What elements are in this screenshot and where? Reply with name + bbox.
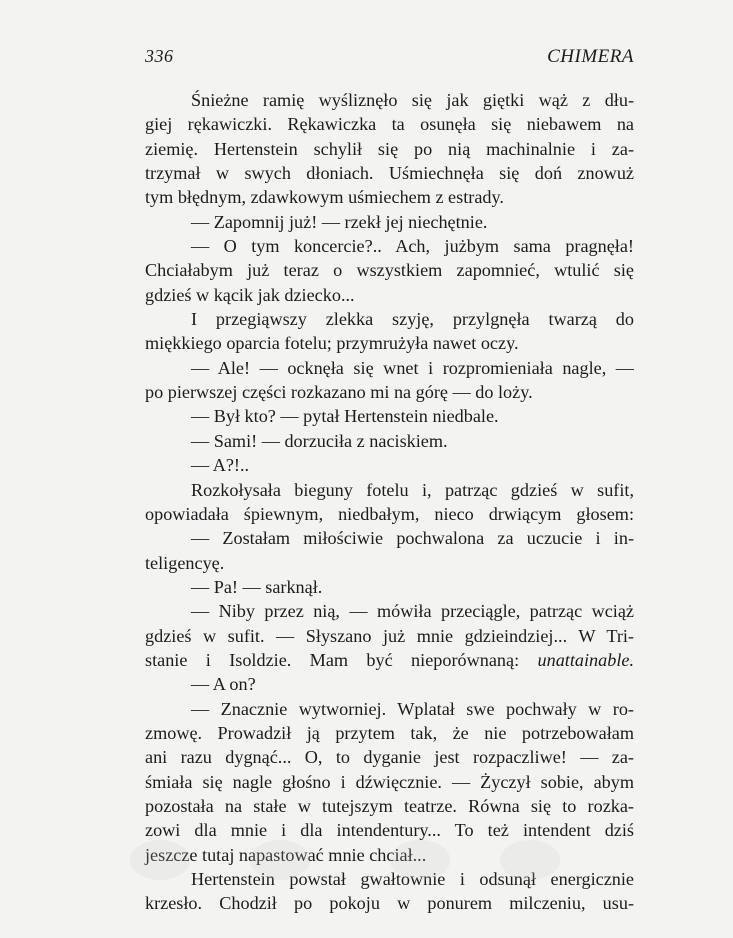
text-line [145,502,634,526]
text-line [145,697,634,721]
text-line [145,429,634,453]
text-line [145,112,634,136]
text-line [145,331,634,355]
text-line [145,867,634,891]
text-line [145,88,634,112]
bleed-through-mark [390,840,450,880]
text-line [145,624,634,648]
text-line [145,307,634,331]
text-line-content: — Pa! — sarknął. [191,576,323,597]
text-line-content: pozostała na stałe w tutejszym teatrze. Równa się to rozka- [145,795,634,816]
text-line [145,672,634,696]
running-header [145,46,634,76]
text-line-content: trzymał w swych dłoniach. Uśmiechnęła się doń znowuż [145,163,634,184]
text-line [145,745,634,769]
text-line-content: giej rękawiczki. Rękawiczka ta osunęła się niebawem na [145,114,634,135]
text-line [145,891,634,915]
text-line-content: Śnieżne ramię wyśliznęło się jak giętki wąż z dłu- [191,90,634,110]
text-line [145,185,634,209]
page-number: 336 [145,46,174,66]
bleed-through-mark [250,840,310,880]
text-line [145,794,634,818]
text-line-content: I przegiąwszy zlekka szyję, przylgnęła twarzą do [191,309,634,330]
text-line-content: po pierwszej części rozkazano mi na górę — do loży. [145,382,533,403]
text-line-content: Chciałabym już teraz o wszystkiem zapomnieć, wtulić się [145,260,634,281]
bleed-through-mark [500,840,560,880]
text-line [145,818,634,842]
text-line-content: miękkiego oparcia fotelu; przymrużyła nawet oczy. [145,333,519,354]
text-line [145,721,634,745]
text-line [145,283,634,307]
text-line [145,453,634,477]
text-line-content: Hertenstein powstał gwałtownie i odsunął energicznie [191,869,634,889]
book-page [145,46,634,916]
text-line [145,526,634,550]
text-line [145,380,634,404]
text-line [145,161,634,185]
text-line-content: — Był kto? — pytał Hertenstein niedbale. [191,406,499,427]
text-line-content: ani razu dygnąć... O, to dyganie jest rozpaczliwe! — za- [145,747,634,768]
bleed-through-mark [130,840,190,880]
text-line [145,356,634,380]
italic-foreign-word: unattainable. [537,649,635,670]
text-line [145,404,634,428]
text-line-content: — Ale! — ocknęła się wnet i rozpromieniała nagle, — [191,357,634,378]
running-title: CHIMERA [547,46,634,67]
text-line [145,551,634,575]
text-line-content: jeszcze tutaj napastować mnie chciał... [145,844,427,865]
text-line-content: krzesło. Chodził po pokoju w ponurem milczeniu, usu- [145,893,634,914]
text-line-content: — A?!.. [191,455,250,476]
text-line [145,575,634,599]
text-line [145,770,634,794]
text-line [145,599,634,623]
text-line-content: gdzieś w sufit. — Słyszano już mnie gdzieindziej... W Tri- [145,625,634,646]
text-line [145,234,634,258]
text-line-content: — O tym koncercie?.. Ach, jużbym sama pragnęła! [191,236,634,257]
page-body-text [145,88,634,916]
text-line [145,478,634,502]
text-line [145,258,634,282]
text-line-content: śmiała się nagle głośno i dźwięcznie. — Życzył sobie, abym [145,771,634,792]
text-line-content: — Znacznie wytworniej. Wplatał swe pochwały w ro- [191,698,634,719]
text-line [145,648,634,672]
text-line-content: gdzieś w kącik jak dziecko... [145,284,355,305]
text-line-content: ziemię. Hertenstein schylił się po nią machinalnie i za- [145,138,634,159]
text-line-content: zmowę. Prowadził ją przytem tak, że nie potrzebowałam [145,722,634,743]
text-line-content: — Zostałam miłościwie pochwalona za uczucie i in- [191,528,634,549]
text-line-content: — Sami! — dorzuciła z naciskiem. [191,430,448,451]
text-line-content: — Niby przez nią, — mówiła przeciągle, patrząc wciąż [191,601,634,622]
text-line-content: tym błędnym, zdawkowym uśmiechem z estrady. [145,187,504,208]
text-line-content: zowi dla mnie i dla intendentury... To też intendent dziś [145,820,634,841]
text-line [145,210,634,234]
text-line-content: teligencyę. [145,552,225,573]
text-line-content: — Zapomnij już! — rzekł jej niechętnie. [191,211,488,232]
text-line-content: Rozkołysała bieguny fotelu i, patrząc gdzieś w sufit, [191,479,634,500]
text-line-content: opowiadała śpiewnym, niedbałym, nieco drwiącym głosem: [145,503,634,524]
text-line [145,137,634,161]
text-line-content: stanie i Isoldzie. Mam być nieporównaną: [145,649,520,670]
text-line-content: — A on? [191,674,256,695]
